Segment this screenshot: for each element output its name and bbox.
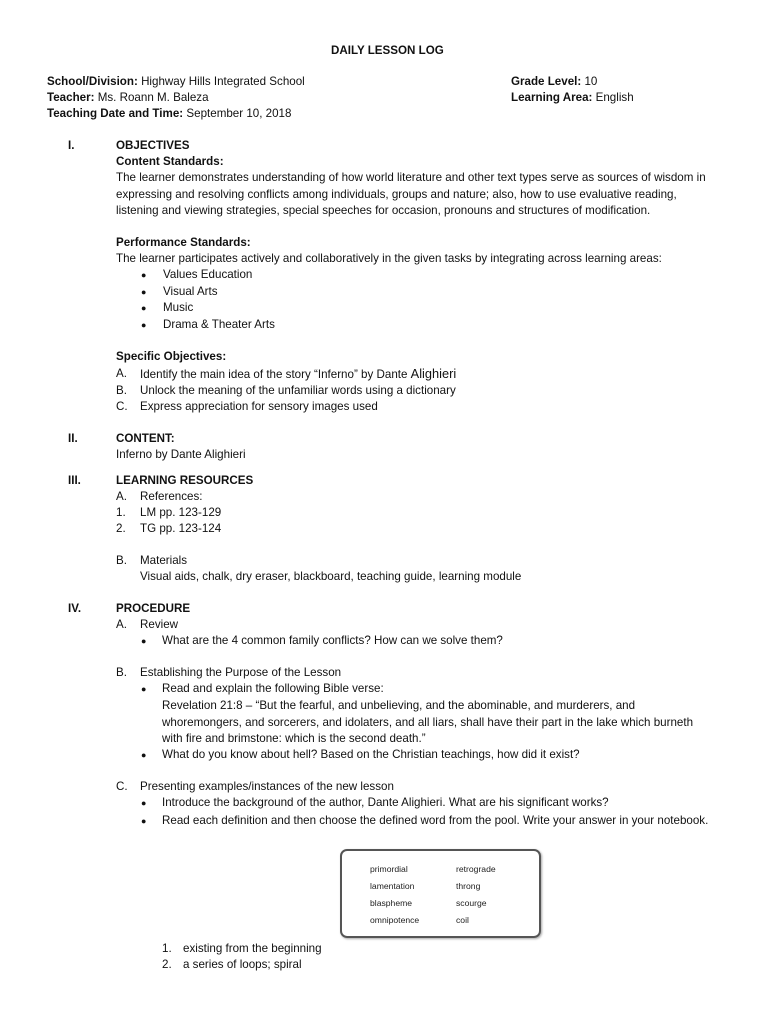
- bullet-icon: ●: [141, 270, 147, 280]
- materials-heading: B. Materials: [116, 554, 188, 567]
- pool-word: lamentation: [370, 881, 415, 891]
- section-title-objectives: OBJECTIVES: [116, 139, 190, 152]
- school-row: [47, 74, 305, 91]
- section-title-resources: LEARNING RESOURCES: [116, 474, 254, 487]
- review-heading: A. Review: [116, 618, 179, 631]
- list-item: [141, 813, 146, 830]
- teacher-label: Teacher:: [47, 91, 95, 104]
- section-num-content: II.: [68, 432, 78, 445]
- teacher-row: [47, 90, 209, 107]
- section-title-content: CONTENT:: [116, 432, 175, 445]
- pool-word: blaspheme: [370, 898, 413, 908]
- list-item: 2. TG pp. 123-124: [116, 522, 222, 535]
- bullet-icon: ●: [141, 636, 147, 646]
- school-value: Highway Hills Integrated School: [141, 75, 305, 88]
- bullet-icon: ●: [141, 750, 147, 760]
- grade-row: [511, 74, 597, 91]
- examples-heading: C. Presenting examples/instances of the new lesson: [116, 780, 394, 793]
- list-item: ● What are the 4 common family conflicts? How can we solve them?: [141, 634, 503, 647]
- section-num-procedure: IV.: [68, 602, 82, 615]
- word-pool-box: [340, 849, 541, 938]
- list-item: ● Drama & Theater Arts: [141, 318, 275, 331]
- bullet-icon: ●: [141, 303, 147, 313]
- pool-word: scourge: [456, 898, 487, 908]
- pool-word: retrograde: [456, 864, 496, 874]
- specific-objectives-title: Specific Objectives:: [116, 350, 227, 363]
- area-value: English: [595, 91, 634, 104]
- pool-word: primordial: [370, 864, 408, 874]
- pool-word: throng: [456, 881, 481, 891]
- list-item: 1. existing from the beginning: [162, 942, 322, 955]
- date-value: September 10, 2018: [186, 107, 292, 120]
- grade-value: 10: [584, 75, 598, 88]
- bullet-icon: ●: [141, 320, 147, 330]
- list-item: ● Visual Arts: [141, 285, 218, 298]
- list-item: A. Identify the main idea of the story “Inferno” by Dante Alighieri: [116, 366, 457, 381]
- list-item: B. Unlock the meaning of the unfamiliar words using a dictionary: [116, 384, 456, 397]
- list-item: ● Introduce the background of the author, Dante Alighieri. What are his significant works?: [141, 796, 609, 809]
- content-standards-text: The learner demonstrates understanding of how world literature and other text types serve as sources of wisdom in expressing and resolving conflicts among individuals, groups and nature; also, how to use evaluative reading, listening and viewing strategies, special speeches for occasion, pronouns and structures of modification.: [116, 171, 706, 217]
- pool-word: coil: [456, 915, 469, 925]
- bullet-icon: ●: [141, 287, 147, 297]
- bullet-icon: ●: [141, 798, 147, 808]
- performance-standards-text: The learner participates actively and collaboratively in the given tasks by integrating across learning areas:: [116, 252, 662, 265]
- bible-verse: Revelation 21:8 – “But the fearful, and unbelieving, and the abominable, and murderers, and whoremongers, and sorcerers, and idolaters, and all liars, shall have their part in the lake which burneth with fire and brimstone: which is the second death.”: [162, 699, 694, 745]
- pool-instructions: Read each definition and then choose the defined word from the pool. Write your answer in your notebook.: [162, 814, 709, 827]
- date-row: [47, 106, 291, 123]
- grade-label: Grade Level:: [511, 75, 582, 88]
- area-row: [511, 90, 634, 107]
- pool-word: omnipotence: [370, 915, 420, 925]
- list-item: 2. a series of loops; spiral: [162, 958, 302, 971]
- list-item: ● Values Education: [141, 268, 253, 281]
- teacher-value: Ms. Roann M. Baleza: [97, 91, 209, 104]
- date-label: Teaching Date and Time:: [47, 107, 184, 120]
- references-heading: A. References:: [116, 490, 203, 503]
- bullet-icon: ●: [141, 684, 147, 694]
- page-title: DAILY LESSON LOG: [331, 44, 444, 57]
- section-title-procedure: PROCEDURE: [116, 602, 191, 615]
- performance-standards-title: Performance Standards:: [116, 236, 251, 249]
- list-item: ● What do you know about hell? Based on the Christian teachings, how did it exist?: [141, 748, 580, 761]
- purpose-heading: B. Establishing the Purpose of the Lesson: [116, 666, 342, 679]
- list-item: 1. LM pp. 123-129: [116, 506, 222, 519]
- materials-text: Visual aids, chalk, dry eraser, blackboard, teaching guide, learning module: [140, 570, 522, 583]
- school-label: School/Division:: [47, 75, 138, 88]
- section-num-resources: III.: [68, 474, 81, 487]
- content-text: Inferno by Dante Alighieri: [116, 448, 246, 461]
- content-standards-title: Content Standards:: [116, 155, 224, 168]
- list-item: ● Music: [141, 301, 194, 314]
- section-num-objectives: I.: [68, 139, 75, 152]
- list-item: C. Express appreciation for sensory images used: [116, 400, 378, 413]
- area-label: Learning Area:: [511, 91, 593, 104]
- list-item: ● Read and explain the following Bible verse:: [141, 682, 384, 695]
- bullet-icon: ●: [141, 816, 147, 826]
